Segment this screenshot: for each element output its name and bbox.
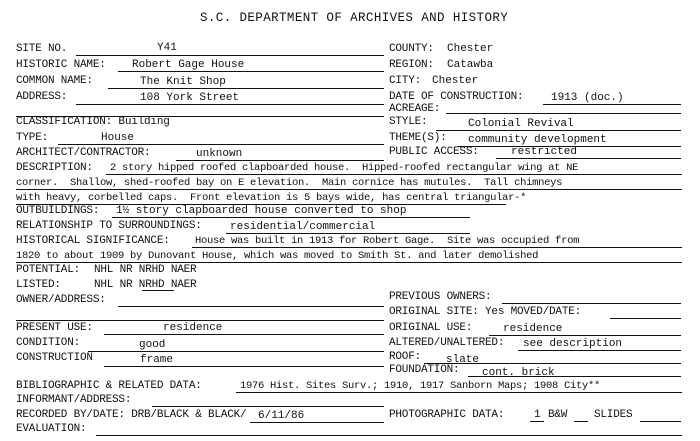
outbuildings-value: 1½ story clapboarded house converted to shop [116,205,407,217]
description-line-3: with heavy, corbelled caps. Front elevation is 5 bays wide, has central triangular-* [16,192,527,204]
roof-line [424,363,681,364]
architect-label: ARCHITECT/CONTRACTOR: [16,147,151,159]
region-value: Catawba [447,59,494,71]
potential-value: NHL NR NRHD NAER [94,264,197,276]
foundation-value: cont. brick [482,367,555,379]
theme-label: THEME(S): [389,132,447,144]
description-underline-2 [16,189,682,190]
county-value: Chester [447,43,494,55]
photographic-count-line [530,421,544,422]
significance-line-2: 1820 to about 1909 by Dunovant House, which was moved to Smith St. and later demolished [16,250,539,262]
style-value: Colonial Revival [468,118,574,130]
roof-label: ROOF: [389,351,422,363]
photographic-slides-line [640,421,681,422]
altered-value: see description [523,338,623,350]
style-label: STYLE: [389,116,428,128]
informant-label: INFORMANT/ADDRESS: [16,394,132,406]
site-no-line [76,55,384,56]
photographic-type: B&W [548,409,568,421]
condition-line [88,351,384,352]
owner-address-label: OWNER/ADDRESS: [16,294,106,306]
evaluation-line [96,435,682,436]
present-use-label: PRESENT USE: [16,322,93,334]
altered-label: ALTERED/UNALTERED: [389,337,505,349]
original-use-line [489,335,681,336]
bibliographic-line [236,392,682,393]
photographic-slides: SLIDES [594,409,633,421]
present-use-line [104,334,384,335]
moved-date-line [610,318,681,319]
description-label: DESCRIPTION: [16,162,93,174]
relationship-line [226,233,470,234]
significance-label: HISTORICAL SIGNIFICANCE: [16,235,170,247]
address-value: 108 York Street [140,92,240,104]
outbuildings-line [112,217,470,218]
condition-label: CONDITION: [16,337,81,349]
description-line-1: 2 story hipped roofed clapboarded house. Hipped-roofed rectangular wing at NE [110,162,579,174]
description-line-2: corner. Shallow, shed-roofed bay on E elevation. Main cornice has mutules. Tall chimneys [16,177,563,189]
construction-line [104,366,384,367]
historic-name-label: HISTORIC NAME: [16,59,106,71]
evaluation-label: EVALUATION: [16,423,87,435]
recorded-by-date: 6/11/86 [258,410,305,422]
photographic-label: PHOTOGRAPHIC DATA: [389,409,505,421]
description-underline-1 [106,174,682,175]
classification-label: CLASSIFICATION: Building [16,116,170,128]
public-access-label: PUBLIC ACCESS: [389,146,479,158]
condition-value: good [139,339,166,351]
common-name-value: The Knit Shop [140,76,226,88]
listed-value: NHL NR NRHD NAER [94,279,197,291]
listed-label: LISTED: [16,279,61,291]
type-label: TYPE: [16,132,49,144]
type-line [58,144,384,145]
recorded-by-label: RECORDED BY/DATE: DRB/BLACK & BLACK/ [16,409,247,421]
address-line [76,104,384,105]
city-label: CITY: [389,75,422,87]
original-use-value: residence [503,323,563,335]
site-no-value: Y41 [157,42,177,54]
construction-label: CONSTRUCTION [16,352,93,364]
foundation-line [468,376,681,377]
date-construction-value: 1913 (doc.) [551,92,624,104]
architect-line [176,160,384,161]
public-access-value: restricted [511,146,578,158]
informant-line [152,406,384,407]
significance-line-1: House was built in 1913 for Robert Gage. Site was occupied from [195,235,580,247]
previous-owners-line [502,303,681,304]
classification-top-line [16,116,384,117]
owner-address-line [118,306,384,307]
relationship-label: RELATIONSHIP TO SURROUNDINGS: [16,220,202,232]
county-label: COUNTY: [389,43,434,55]
theme-value: community development [468,134,607,146]
acreage-line [446,113,681,114]
potential-label: POTENTIAL: [16,264,81,276]
owner-address-line-2 [16,320,384,321]
date-construction-line [543,104,681,105]
public-access-line [496,158,681,159]
listed-nrhd-underline [142,290,174,291]
significance-underline-1 [192,247,682,248]
photographic-blank-line [574,421,588,422]
historic-name-line [118,71,384,72]
relationship-value: residential/commercial [230,221,376,233]
bibliographic-value: 1976 Hist. Sites Surv.; 1910, 1917 Sanborn Maps; 1908 City** [240,380,601,392]
photographic-count: 1 [534,409,541,421]
common-name-line [108,88,384,89]
site-no-label: SITE NO. [16,43,68,55]
altered-line [518,350,681,351]
type-value: House [101,132,135,144]
date-construction-label: DATE OF CONSTRUCTION: [389,91,524,103]
city-value: Chester [432,75,479,87]
common-name-label: COMMON NAME: [16,75,93,87]
style-line [436,130,681,131]
address-label: ADDRESS: [16,91,68,103]
significance-underline-2 [16,262,682,263]
original-site-label: ORIGINAL SITE: Yes MOVED/DATE: [389,306,582,318]
previous-owners-label: PREVIOUS OWNERS: [389,291,492,303]
architect-value: unknown [196,148,243,160]
bibliographic-label: BIBLIOGRAPHIC & RELATED DATA: [16,380,202,392]
recorded-by-line [250,422,384,423]
outbuildings-label: OUTBUILDINGS: [16,205,100,217]
region-label: REGION: [389,59,434,71]
present-use-value: residence [163,322,223,334]
form-title: S.C. DEPARTMENT OF ARCHIVES AND HISTORY [200,11,509,25]
foundation-label: FOUNDATION: [389,364,460,376]
construction-value: frame [140,354,174,366]
roof-value: slate [446,354,480,366]
historic-name-value: Robert Gage House [132,59,245,71]
acreage-label: ACREAGE: [389,103,441,115]
original-use-label: ORIGINAL USE: [389,322,473,334]
